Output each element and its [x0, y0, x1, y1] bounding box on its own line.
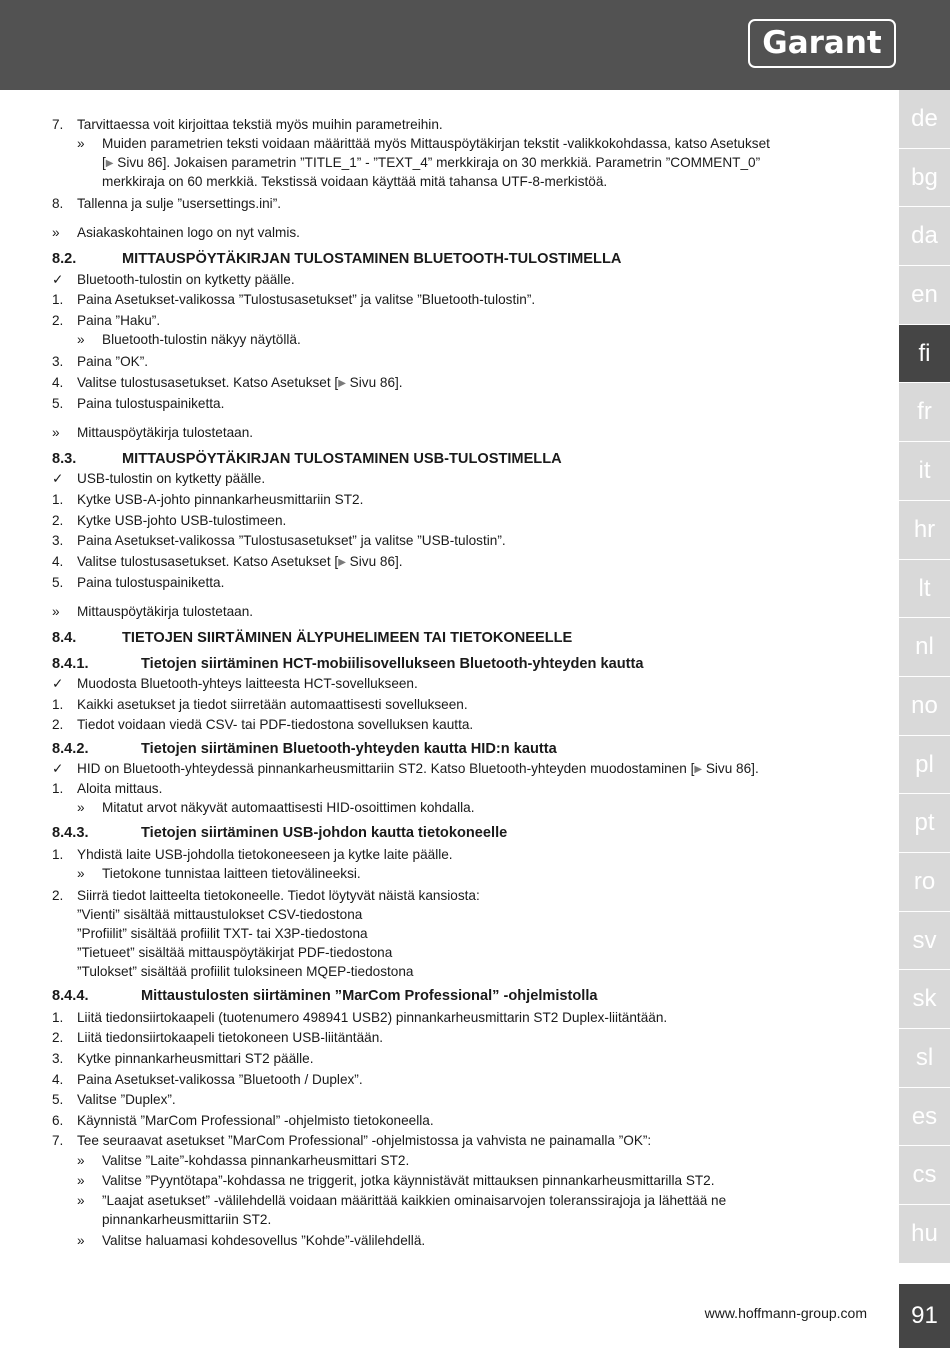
footer-url[interactable]: www.hoffmann-group.com: [704, 1305, 867, 1321]
page-reference-icon: ▶: [338, 557, 346, 568]
text-line: pinnankarheusmittariin ST2.: [102, 1212, 272, 1227]
language-tab-sv[interactable]: sv: [899, 912, 950, 971]
check-icon: ✓: [52, 471, 64, 486]
page-header: [0, 0, 950, 90]
language-tab-sk[interactable]: sk: [899, 970, 950, 1029]
check-icon: ✓: [52, 676, 64, 691]
language-sidebar: [899, 90, 950, 1264]
language-tab-nl[interactable]: nl: [899, 618, 950, 677]
language-tab-hr[interactable]: hr: [899, 501, 950, 560]
folder-line: ”Vienti” sisältää mittaustulokset CSV-tiedostona: [77, 907, 363, 922]
folder-line: ”Tietueet” sisältää mittauspöytäkirjat PDF-tiedostona: [77, 945, 393, 960]
language-tab-sl[interactable]: sl: [899, 1029, 950, 1088]
text-line: merkkiraja on 60 merkkiä. Tekstissä voidaan käyttää mitä tahansa UTF-8-merkistöä.: [102, 174, 608, 189]
folder-line: ”Profiilit” sisältää profiilit TXT- tai X3P-tiedostona: [77, 926, 368, 941]
language-tab-da[interactable]: da: [899, 207, 950, 266]
folder-line: ”Tulokset” sisältää profiilit tuloksineen MQEP-tiedostona: [77, 964, 414, 979]
text-line: [▶ Sivu 86]. Jokaisen parametrin ”TITLE_1” - ”TEXT_4” merkkiraja on 30 merkkiä. Parametrin ”COMMENT_0”: [102, 155, 761, 170]
language-tab-fi[interactable]: fi: [899, 325, 950, 384]
language-tab-cs[interactable]: cs: [899, 1146, 950, 1205]
page-reference-icon: ▶: [338, 378, 346, 389]
page-reference-icon: ▶: [105, 158, 114, 169]
language-tab-fr[interactable]: fr: [899, 383, 950, 442]
page-reference-icon: ▶: [694, 764, 703, 775]
page-number: 91: [899, 1284, 950, 1348]
garant-logo: Garant: [748, 19, 896, 68]
language-tab-en[interactable]: en: [899, 266, 950, 325]
language-tab-lt[interactable]: lt: [899, 560, 950, 619]
language-tab-no[interactable]: no: [899, 677, 950, 736]
language-tab-es[interactable]: es: [899, 1088, 950, 1147]
language-tab-pl[interactable]: pl: [899, 736, 950, 795]
check-icon: ✓: [52, 761, 64, 776]
language-tab-ro[interactable]: ro: [899, 853, 950, 912]
language-tab-hu[interactable]: hu: [899, 1205, 950, 1264]
language-tab-de[interactable]: de: [899, 90, 950, 149]
language-tab-bg[interactable]: bg: [899, 149, 950, 208]
language-tab-pt[interactable]: pt: [899, 794, 950, 853]
check-icon: ✓: [52, 272, 64, 287]
language-tab-it[interactable]: it: [899, 442, 950, 501]
